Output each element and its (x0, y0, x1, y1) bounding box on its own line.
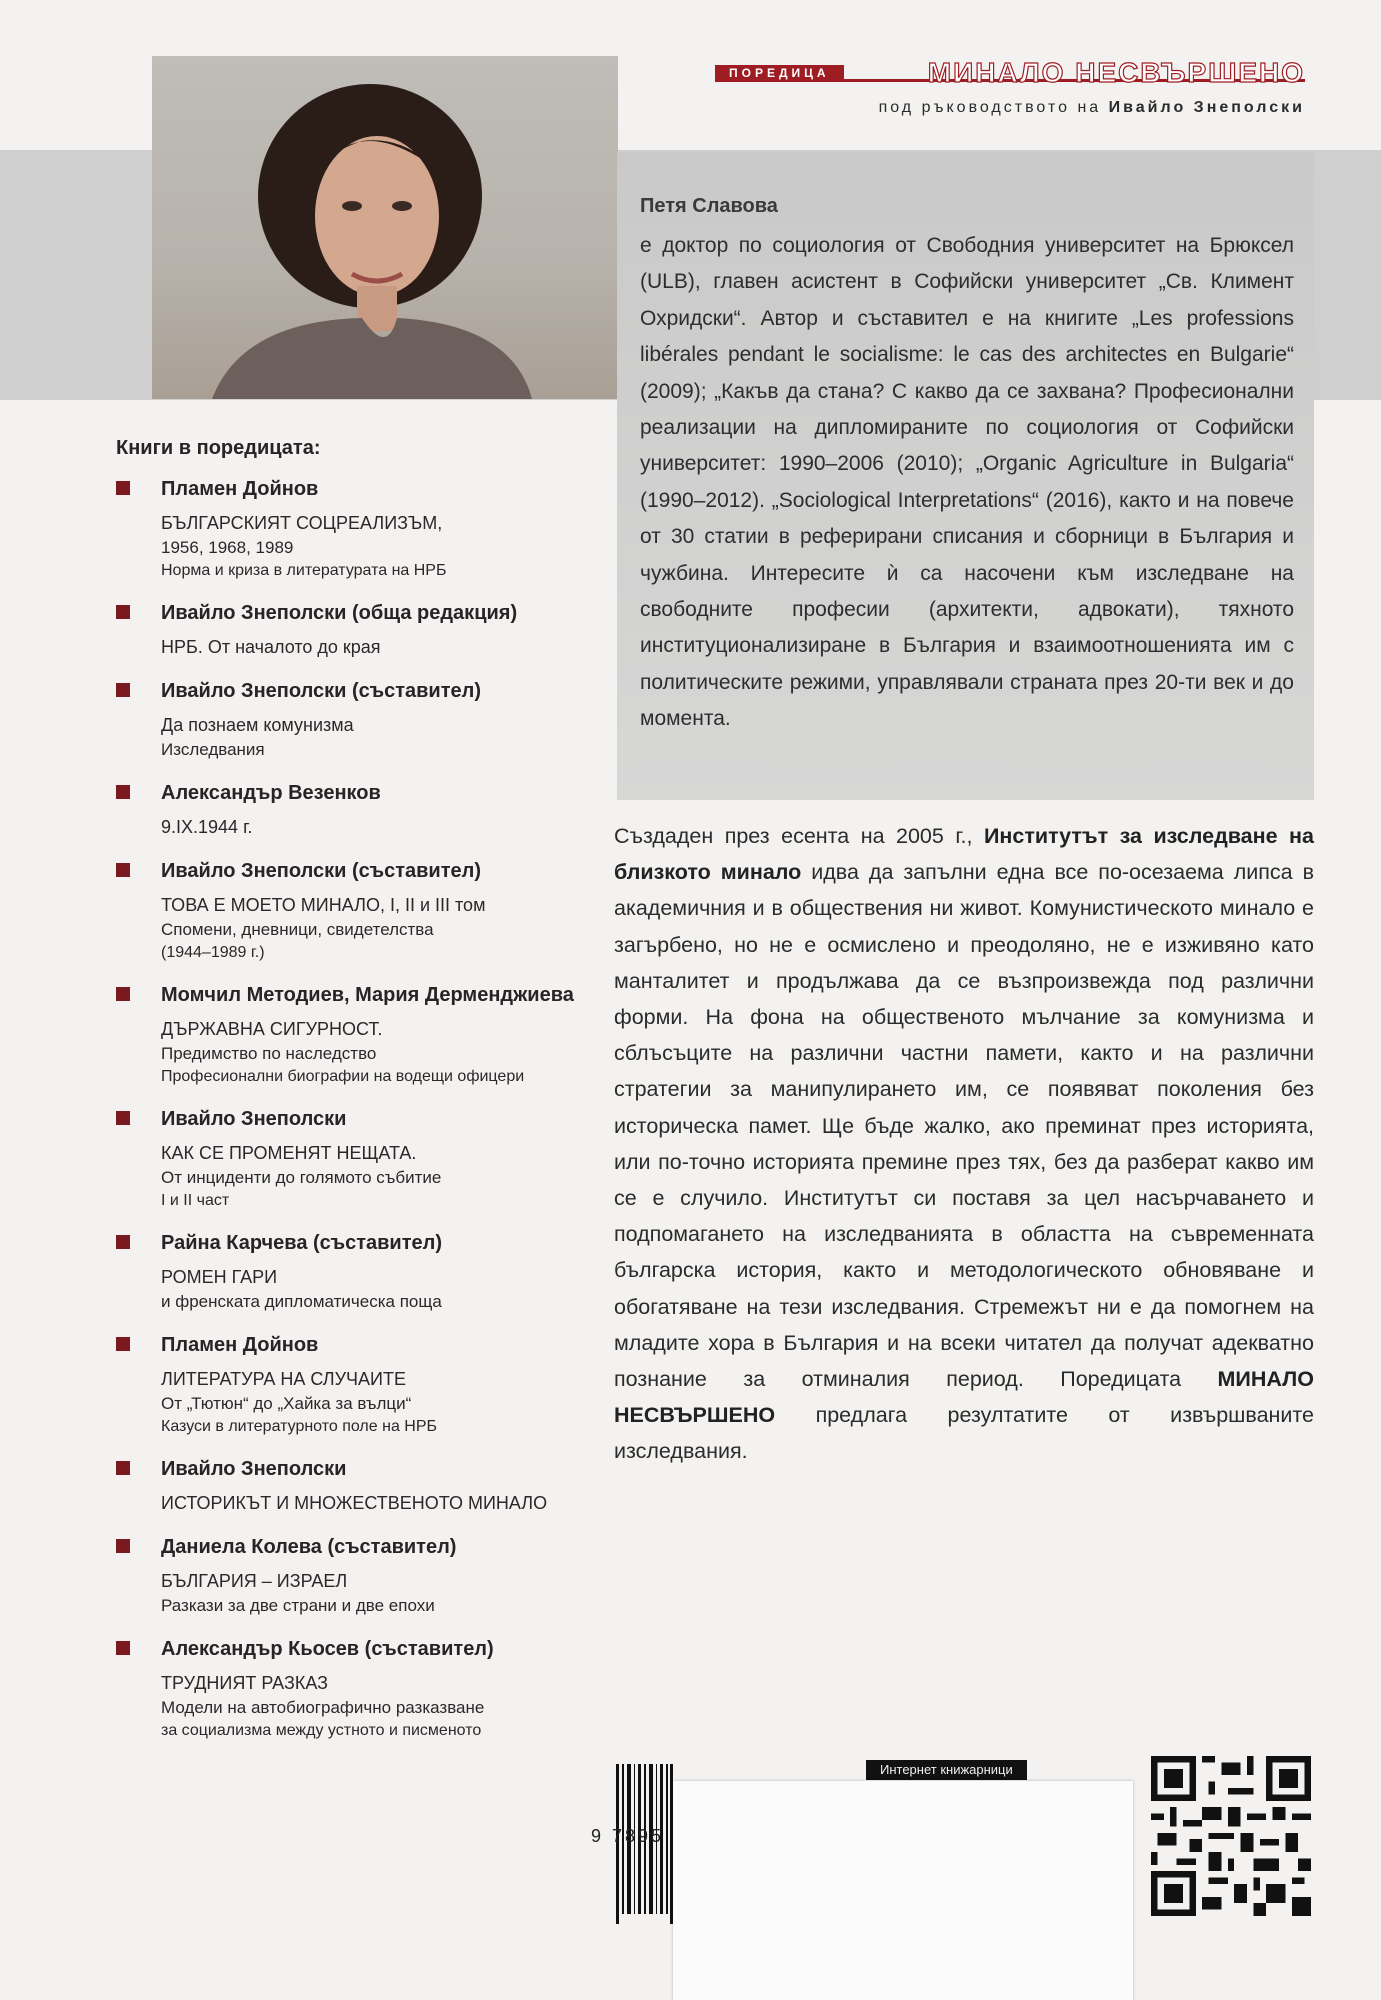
book-title: Да познаем комунизма (161, 715, 354, 735)
online-bookstores-label: Интернет книжарници (866, 1760, 1027, 1780)
book-author: Пламен Дойнов (161, 478, 319, 500)
book-subtitle: Модели на автобиографично разказване (161, 1698, 485, 1717)
book-subtitle: Предимство по наследство (161, 1044, 377, 1063)
series-editor-prefix: под ръководството на (878, 99, 1102, 116)
books-heading: Книги в поредицата: (116, 437, 321, 459)
bullet-square-icon (116, 1539, 130, 1553)
series-header (715, 55, 1305, 125)
book-entry (116, 598, 596, 660)
book-subtitle: Изследвания (161, 740, 265, 759)
book-author: Ивайло Знеполски (съставител) (161, 860, 482, 882)
author-photo (152, 56, 618, 399)
institute-intro: Създаден през есента на 2005 г., (614, 824, 984, 848)
series-editor (879, 99, 1305, 117)
book-subtitle-2: I и II част (161, 1192, 230, 1209)
book-title: БЪЛГАРИЯ – ИЗРАЕЛ (161, 1571, 348, 1591)
bullet-square-icon (116, 987, 130, 1001)
series-title: МИНАЛО НЕСВЪРШЕНО (927, 57, 1305, 88)
book-subtitle-2: Норма и криза в литературата на НРБ (161, 562, 447, 579)
institute-text (614, 818, 1314, 1470)
bullet-square-icon (116, 1337, 130, 1351)
book-title: ЛИТЕРАТУРА НА СЛУЧАИТЕ (161, 1369, 406, 1389)
qr-code (1151, 1756, 1311, 1916)
book-subtitle-2: (1944–1989 г.) (161, 944, 265, 961)
bullet-square-icon (116, 863, 130, 877)
price-sticker (673, 1781, 1133, 2000)
book-entry (116, 1104, 596, 1212)
book-subtitle: От „Тютюн“ до „Хайка за вълци“ (161, 1394, 412, 1413)
author-bio: е доктор по социология от Свободния университет на Брюксел (ULB), главен асистент в Софийски университет „Св. Климент Охридски“. Автор и съставител е на книгите „Les professions libérales pendant le socialisme: le cas des architectes en Bulgarie“ (2009); „Какъв да стана? С какво да се захвана? Професионални реализации на дипломираните по социология от Софийски университет: 1990–2006 (2010); „Organic Agriculture in Bulgaria“ (1990–2012). „Sociological Interpretations“ (2016), както и на повече от 30 статии в реферирани списания и сборници в България и чужбина. Интересите ѝ са насочени към изследване на свободните професии (архитекти, адвокати), тяхното институционализиране в България и взаимоотношенията им с политическите режими, управлявали страната през 20-ти век и до момента. (640, 234, 1294, 731)
book-subtitle: От инциденти до голямото събитие (161, 1168, 442, 1187)
book-title: БЪЛГАРСКИЯТ СОЦРЕАЛИЗЪМ, (161, 513, 443, 533)
book-author: Райна Карчева (съставител) (161, 1232, 443, 1254)
book-title: 9.IX.1944 г. (161, 817, 253, 837)
book-title: ДЪРЖАВНА СИГУРНОСТ. (161, 1019, 383, 1039)
book-author: Ивайло Знеполски (161, 1108, 347, 1130)
institute-outro: предлага резултатите от извършваните изследвания. (614, 1403, 1314, 1464)
series-editor-name: Ивайло Знеполски (1108, 99, 1305, 116)
bullet-square-icon (116, 1111, 130, 1125)
book-list (116, 474, 596, 1758)
isbn-number: 9 7895 (591, 1826, 665, 1846)
book-author: Ивайло Знеполски (обща редакция) (161, 602, 518, 624)
series-label: ПОРЕДИЦА (715, 65, 844, 81)
bullet-square-icon (116, 605, 130, 619)
book-author: Даниела Колева (съставител) (161, 1536, 457, 1558)
bullet-square-icon (116, 481, 130, 495)
author-name: Петя Славова (640, 195, 778, 217)
book-author: Момчил Методиев, Мария Дерменджиева (161, 984, 574, 1006)
author-portrait-illustration (152, 56, 618, 399)
institute-body: идва да запълни една все по-осезаема липса в академичния и в обществения ни живот. Комунистическото минало е загърбено, но не е осмислено и преодоляно, не е изживяно като манталитет и продължава да се възпроизвежда под различни форми. На фона на общественото мълчание за комунизма и сблъсъците на различни частни памети, както и на различни стратегии за манипулирането им, се появяват поколения без историческа памет. Ще бъде жалко, ако преминат през историята, или по-точно историята премине през тях, без да разберат какво им се е случило. Институтът си поставя за цел насърчаването и подпомагането на изследванията в областта на съвременната българска история, както и методологическото обновяване и обогатяване на тези изследвания. Стремежът ни е да помогнем на младите хора в България и на всеки читател да получат адекватно познание за отминалия период. Поредицата (614, 860, 1314, 1392)
book-title: ИСТОРИКЪТ И МНОЖЕСТВЕНОТО МИНАЛО (161, 1493, 548, 1513)
book-subtitle-2: Професионални биографии на водещи офицери (161, 1068, 525, 1085)
book-entry (116, 856, 596, 964)
book-title: КАК СЕ ПРОМЕНЯТ НЕЩАТА. (161, 1143, 417, 1163)
bullet-square-icon (116, 1461, 130, 1475)
book-entry (116, 1634, 596, 1742)
book-subtitle: и френската дипломатическа поща (161, 1292, 442, 1311)
book-entry (116, 1330, 596, 1438)
book-title: ТОВА Е МОЕТО МИНАЛО, I, II и III том (161, 895, 486, 915)
bullet-square-icon (116, 683, 130, 697)
book-author: Ивайло Знеполски (съставител) (161, 680, 482, 702)
book-entry (116, 1454, 596, 1516)
book-title: ТРУДНИЯТ РАЗКАЗ (161, 1673, 328, 1693)
institute-name: Институтът за изследване на близкото минало (614, 824, 1315, 885)
book-entry (116, 1532, 596, 1618)
book-entry (116, 980, 596, 1088)
book-subtitle: Спомени, дневници, свидетелства (161, 920, 434, 939)
institute-series-name: МИНАЛО НЕСВЪРШЕНО (614, 1367, 1314, 1428)
book-author: Ивайло Знеполски (161, 1458, 347, 1480)
bullet-square-icon (116, 1235, 130, 1249)
book-subtitle: Разкази за две страни и две епохи (161, 1596, 435, 1615)
book-author: Александър Кьосев (съставител) (161, 1638, 494, 1660)
book-subtitle: 1956, 1968, 1989 (161, 538, 294, 557)
bullet-square-icon (116, 1641, 130, 1655)
book-entry (116, 474, 596, 582)
book-author: Александър Везенков (161, 782, 381, 804)
bullet-square-icon (116, 785, 130, 799)
book-title: НРБ. От началото до края (161, 637, 381, 657)
book-author: Пламен Дойнов (161, 1334, 319, 1356)
book-title: РОМЕН ГАРИ (161, 1267, 278, 1287)
book-subtitle-2: за социализма между устното и писменото (161, 1722, 482, 1739)
book-entry (116, 778, 596, 840)
book-subtitle-2: Казуси в литературното поле на НРБ (161, 1418, 438, 1435)
book-entry (116, 1228, 596, 1314)
book-entry (116, 676, 596, 762)
